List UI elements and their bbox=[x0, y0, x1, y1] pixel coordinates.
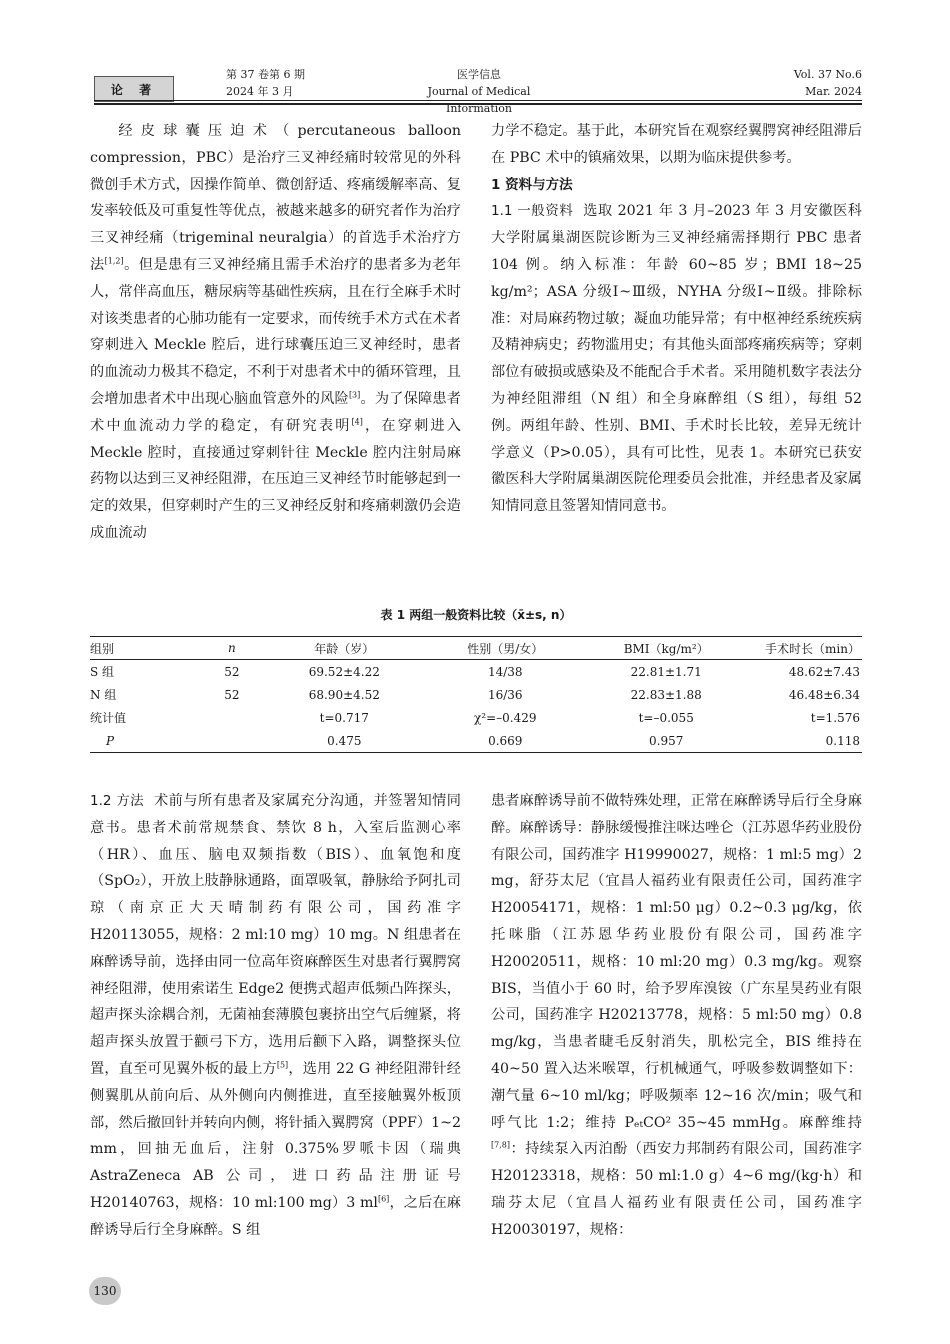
table-cell: P bbox=[106, 733, 115, 748]
table-cell: 16/36 bbox=[487, 687, 523, 702]
citation: [1,2] bbox=[104, 256, 124, 266]
header-rule-thick bbox=[94, 103, 862, 105]
baseline-table bbox=[90, 636, 862, 753]
volume-cn: 第 37 卷第 6 期 bbox=[226, 68, 305, 81]
general-data-text: 选取 2021 年 3 月–2023 年 3 月安徽医科大学附属巢湖医院诊断为三叉神经痛需择期行 PBC 患者 104 例。纳入标准：年龄 60~85 岁；BMI 18~25 kg/m²；ASA 分级Ⅰ~Ⅲ级，NYHA 分级Ⅰ~Ⅱ级。排除标准：对局麻药物过敏；凝血功能异常；有中枢神经系统疾病及精神病史；药物滥用史；有其他头面部疼痛疾病等；穿刺部位有破损或感染及不能配合手术者。采用随机数字表法分为神经阻滞组（N 组）和全身麻醉组（S 组），每组 52 例。两组年龄、性别、BMI、手术时长比较，差异无统计学意义（P>0.05），具有可比性，见表 1。本研究已获安徽医科大学附属巢湖医院伦理委员会批准，并经患者及家属知情同意且签署知情同意书。 bbox=[491, 203, 862, 515]
table-cell: t=0.717 bbox=[319, 710, 369, 725]
table-cell: 14/38 bbox=[487, 664, 523, 679]
table-cell: t=1.576 bbox=[810, 710, 860, 725]
table-cell: χ²=–0.429 bbox=[474, 710, 537, 725]
journal-name bbox=[394, 66, 564, 117]
page-header bbox=[94, 64, 862, 115]
column-header: 组别 bbox=[90, 637, 193, 660]
column-header: n bbox=[193, 637, 271, 660]
journal-en: Journal of Medical Information bbox=[427, 85, 531, 115]
table-cell: N 组 bbox=[90, 688, 117, 702]
citation: [4] bbox=[351, 417, 363, 427]
table-header-row bbox=[90, 637, 862, 660]
table-cell: 22.83±1.88 bbox=[630, 687, 702, 702]
section-badge: 论 著 bbox=[94, 76, 174, 102]
column-header: BMI（kg/m²） bbox=[593, 637, 740, 660]
intro-text-c: 。为了保障患者术中血流动力学的稳定，有研究表明 bbox=[90, 390, 461, 434]
table-row bbox=[90, 729, 862, 753]
intro-paragraph bbox=[90, 118, 461, 547]
table-cell: 统计值 bbox=[90, 711, 127, 725]
intro-continuation: 力学不稳定。基于此，本研究旨在观察经翼腭窝神经阻滞后在 PBC 术中的镇痛效果，以期为临床提供参考。 bbox=[491, 123, 862, 166]
table-cell: 52 bbox=[224, 664, 240, 679]
citation: [7,8] bbox=[491, 1140, 510, 1150]
table-row bbox=[90, 683, 862, 706]
column-2 bbox=[491, 118, 862, 520]
page-number: 130 bbox=[89, 1277, 121, 1305]
methods-text-c: ，之后在麻醉诱导后行全身麻醉。S 组 bbox=[90, 1194, 461, 1238]
table-cell: 52 bbox=[224, 687, 240, 702]
methods-paragraph bbox=[90, 788, 461, 1244]
table-cell: S 组 bbox=[90, 665, 115, 679]
table-cell: 48.62±7.43 bbox=[788, 664, 860, 679]
methods-text-b: ，选用 22 G 神经阻滞针经侧翼肌从前向后、从外侧向内侧推进，直至接触翼外板顶部，然后撤回针并转向内侧，将针插入翼腭窝（PPF）1~2 mm，回抽无血后，注射 0.375%罗哌卡因（瑞典 AstraZeneca AB 公司，进口药品注册证号 H20140763，规格：10 ml:100 mg）3 ml bbox=[90, 1060, 462, 1211]
issue-info-en bbox=[794, 66, 862, 100]
intro-text-a: 经皮球囊压迫术（percutaneous balloon compression，PBC）是治疗三叉神经痛时较常见的外科微创手术方式，因操作简单、微创舒适、疼痛缓解率高、复发率较低及可重复性等优点，被越来越多的研究者作为治疗三叉神经痛（trigeminal neuralgia）的首选手术治疗方法 bbox=[90, 123, 461, 273]
date-en: Mar. 2024 bbox=[805, 85, 862, 98]
subsection-1-1-heading: 1.1 一般资料 bbox=[491, 203, 574, 220]
general-data-paragraph bbox=[491, 198, 862, 520]
methods-text-a: 术前与所有患者及家属充分沟通，并签署知情同意书。患者术前常规禁食、禁饮 8 h，入室后监测心率（HR）、血压、脑电双频指数（BIS）、血氧饱和度（SpO₂），开放上肢静脉通路，面罩吸氧，静脉给予阿扎司琼（南京正大天晴制药有限公司，国药准字 H20113055，规格：2 ml:10 mg）10 mg。N 组患者在麻醉诱导前，选择由同一位高年资麻醉医生对患者行翼腭窝神经阻滞，使用索诺生 Edge2 便携式超声低频凸阵探头，超声探头涂耦合剂，无菌袖套薄膜包裹挤出空气后缠紧，将超声探头放置于颧弓下方，选用后颧下入路，调整探头位置，直至可见翼外板的最上方 bbox=[90, 793, 461, 1077]
citation: [3] bbox=[348, 390, 361, 400]
table-cell: 69.52±4.22 bbox=[308, 664, 380, 679]
column-header: 年龄（岁） bbox=[271, 637, 418, 660]
header-rule-thin bbox=[94, 100, 862, 101]
table-cell bbox=[193, 729, 271, 753]
table-cell: 0.118 bbox=[825, 733, 860, 748]
column-3 bbox=[90, 788, 461, 1244]
column-header: 性别（男/女） bbox=[418, 637, 593, 660]
table-cell: 0.957 bbox=[649, 733, 684, 748]
column-header: 手术时长（min） bbox=[740, 637, 862, 660]
table-caption: 表 1 两组一般资料比较（x̄±s, n） bbox=[380, 608, 572, 622]
column-1 bbox=[90, 118, 461, 547]
table-cell: 68.90±4.52 bbox=[308, 687, 380, 702]
table-row bbox=[90, 706, 862, 729]
table-cell: 46.48±6.34 bbox=[788, 687, 860, 702]
table-cell: 0.669 bbox=[488, 733, 523, 748]
column-4 bbox=[491, 788, 862, 1244]
citation: [6] bbox=[377, 1194, 390, 1204]
intro-text-b: 。但是患有三叉神经痛且需手术治疗的患者多为老年人，常伴高血压，糖尿病等基础性疾病，且在行全麻手术时对该类患者的心肺功能有一定要求，而传统手术方式在术者穿刺进入 Meckle 腔后，进行球囊压迫三叉神经时，患者的血流动力极其不稳定，不利于对患者术中的循环管理，且会增加患者术中出现心脑血管意外的风险 bbox=[90, 256, 461, 407]
subsection-1-2-heading: 1.2 方法 bbox=[90, 793, 145, 809]
anesthesia-text-b: ：持续泵入丙泊酚（西安力邦制药有限公司，国药准字 H20123318，规格：50 ml:1.0 g）4~6 mg/(kg·h）和瑞芬太尼（宜昌人福药业有限责任公司，国药准字 H20030197，规格： bbox=[491, 1141, 862, 1238]
intro-text-d: ，在穿刺进入 Meckle 腔时，直接通过穿刺针往 Meckle 腔内注射局麻药物以达到三叉神经阻滞，在压迫三叉神经节时能够起到一定的效果，但穿刺时产生的三叉神经反射和疼痛刺激仍会造成血流动 bbox=[90, 417, 461, 541]
citation: [5] bbox=[276, 1060, 289, 1070]
date-cn: 2024 年 3 月 bbox=[226, 85, 294, 98]
issue-info-cn bbox=[226, 66, 305, 100]
table-cell: t=–0.055 bbox=[638, 710, 694, 725]
table-cell: 22.81±1.71 bbox=[630, 664, 702, 679]
table-cell bbox=[193, 706, 271, 729]
journal-cn: 医学信息 bbox=[457, 68, 501, 81]
volume-en: Vol. 37 No.6 bbox=[793, 68, 862, 81]
table-row bbox=[90, 660, 862, 684]
anesthesia-text-a: 患者麻醉诱导前不做特殊处理，正常在麻醉诱导后行全身麻醉。麻醉诱导：静脉缓慢推注咪达唑仑（江苏恩华药业股份有限公司，国药准字 H19990027，规格：1 ml:5 mg）2 mg，舒芬太尼（宜昌人福药业有限责任公司，国药准字 H20054171，规格：1 ml:50 μg）0.2~0.3 μg/kg，依托咪脂（江苏恩华药业股份有限公司，国药准字 H20020511，规格：10 ml:20 mg）0.3 mg/kg。观察 BIS，当值小于 60 时，给予罗库溴铵（广东星昊药业有限公司，国药准字 H20213778，规格：5 ml:50 mg）0.8 mg/kg，当患者睫毛反射消失，肌松完全，BIS 维持在 40~50 置入达米喉罩，行机械通气，呼吸参数调整如下：潮气量 6~10 ml/kg；呼吸频率 12~16 次/min；吸气和呼气比 1:2；维持 PₑₜCO² 35~45 mmHg。麻醉维持 bbox=[491, 793, 862, 1131]
table-cell: 0.475 bbox=[327, 733, 362, 748]
anesthesia-paragraph bbox=[491, 788, 862, 1244]
section-1-heading: 1 资料与方法 bbox=[491, 176, 573, 193]
